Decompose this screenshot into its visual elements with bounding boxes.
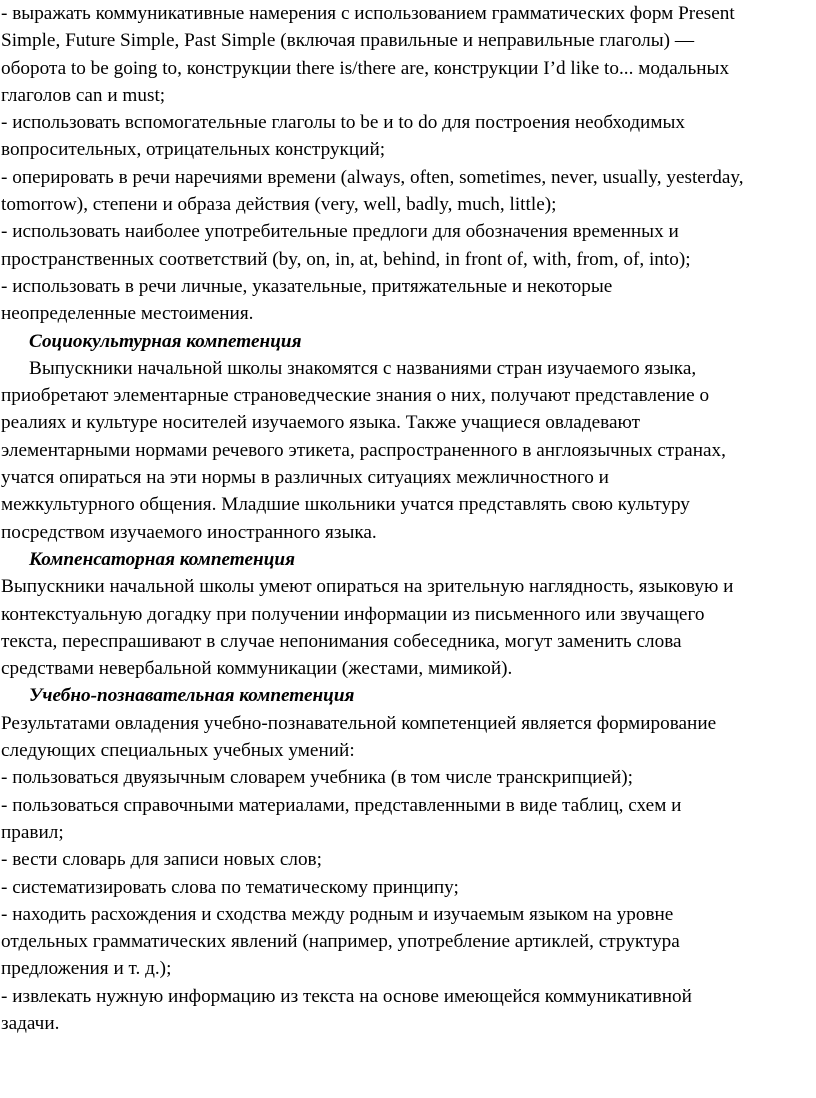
text-line: - систематизировать слова по тематическому принципу; — [1, 876, 459, 898]
text-line: правил; — [1, 821, 64, 843]
text-line: контекстуальную догадку при получении информации из письменного или звучащего — [1, 603, 705, 625]
text-line: - выражать коммуникативные намерения с использованием грамматических форм Present — [1, 3, 735, 24]
text-line: - пользоваться справочными материалами, представленными в виде таблиц, схем и — [1, 794, 682, 816]
text-line: приобретают элементарные страноведческие знания о них, получают представление о — [1, 385, 710, 407]
text-line: неопределенные местоимения. — [1, 303, 254, 325]
text-line: посредством изучаемого иностранного языка. — [1, 521, 377, 543]
text-line: - использовать в речи личные, указательные, притяжательные и некоторые — [1, 275, 613, 297]
text-line: средствами невербальной коммуникации (жестами, мимикой). — [1, 658, 513, 680]
section-heading: Компенсаторная компетенция — [29, 548, 295, 570]
text-line: текста, переспрашивают в случае непонимания собеседника, могут заменить слова — [1, 630, 682, 652]
text-line: межкультурного общения. Младшие школьники учатся представлять свою культуру — [1, 494, 690, 516]
text-line: вопросительных, отрицательных конструкций; — [1, 139, 386, 161]
text-line: задачи. — [1, 1012, 60, 1034]
text-line: - извлекать нужную информацию из текста на основе имеющейся коммуникативной — [1, 985, 692, 1007]
text-line: - пользоваться двуязычным словарем учебника (в том числе транскрипцией); — [1, 767, 633, 789]
text-line: учатся опираться на эти нормы в различных ситуациях межличностного и — [1, 467, 609, 489]
text-line: оборота to be going to, конструкции there is/there are, конструкции I’d like to... модальных — [1, 57, 730, 79]
text-line: элементарными нормами речевого этикета, распространенного в англоязычных странах, — [1, 439, 726, 461]
text-line: Simple, Future Simple, Past Simple (включая правильные и неправильные глаголы) — — [1, 30, 695, 52]
section-heading: Социокультурная компетенция — [29, 330, 302, 352]
text-line: реалиях и культуре носителей изучаемого языка. Также учащиеся овладевают — [1, 412, 640, 434]
text-line: - использовать вспомогательные глаголы to be и to do для построения необходимых — [1, 112, 686, 134]
text-line: следующих специальных учебных умений: — [1, 740, 355, 762]
text-line: Результатами овладения учебно-познавательной компетенцией является формирование — [1, 712, 717, 734]
text-line: - оперировать в речи наречиями времени (always, often, sometimes, never, usually, yesterday, — [1, 166, 744, 188]
text-line: - находить расхождения и сходства между родным и изучаемым языком на уровне — [1, 903, 674, 925]
paragraph-line: Выпускники начальной школы знакомятся с названиями стран изучаемого языка, — [29, 357, 697, 379]
text-line: отдельных грамматических явлений (например, употребление артиклей, структура — [1, 931, 680, 953]
text-line: tomorrow), степени и образа действия (very, well, badly, much, little); — [1, 194, 557, 216]
text-line: Выпускники начальной школы умеют опираться на зрительную наглядность, языковую и — [1, 576, 734, 598]
section-heading: Учебно-познавательная компетенция — [29, 685, 355, 707]
text-line: - использовать наиболее употребительные предлоги для обозначения временных и — [1, 221, 679, 243]
text-line: предложения и т. д.); — [1, 958, 172, 980]
text-line: - вести словарь для записи новых слов; — [1, 849, 322, 871]
text-line: глаголов can и must; — [1, 84, 166, 106]
text-line: пространственных соответствий (by, on, in, at, behind, in front of, with, from, of, into); — [1, 248, 691, 270]
